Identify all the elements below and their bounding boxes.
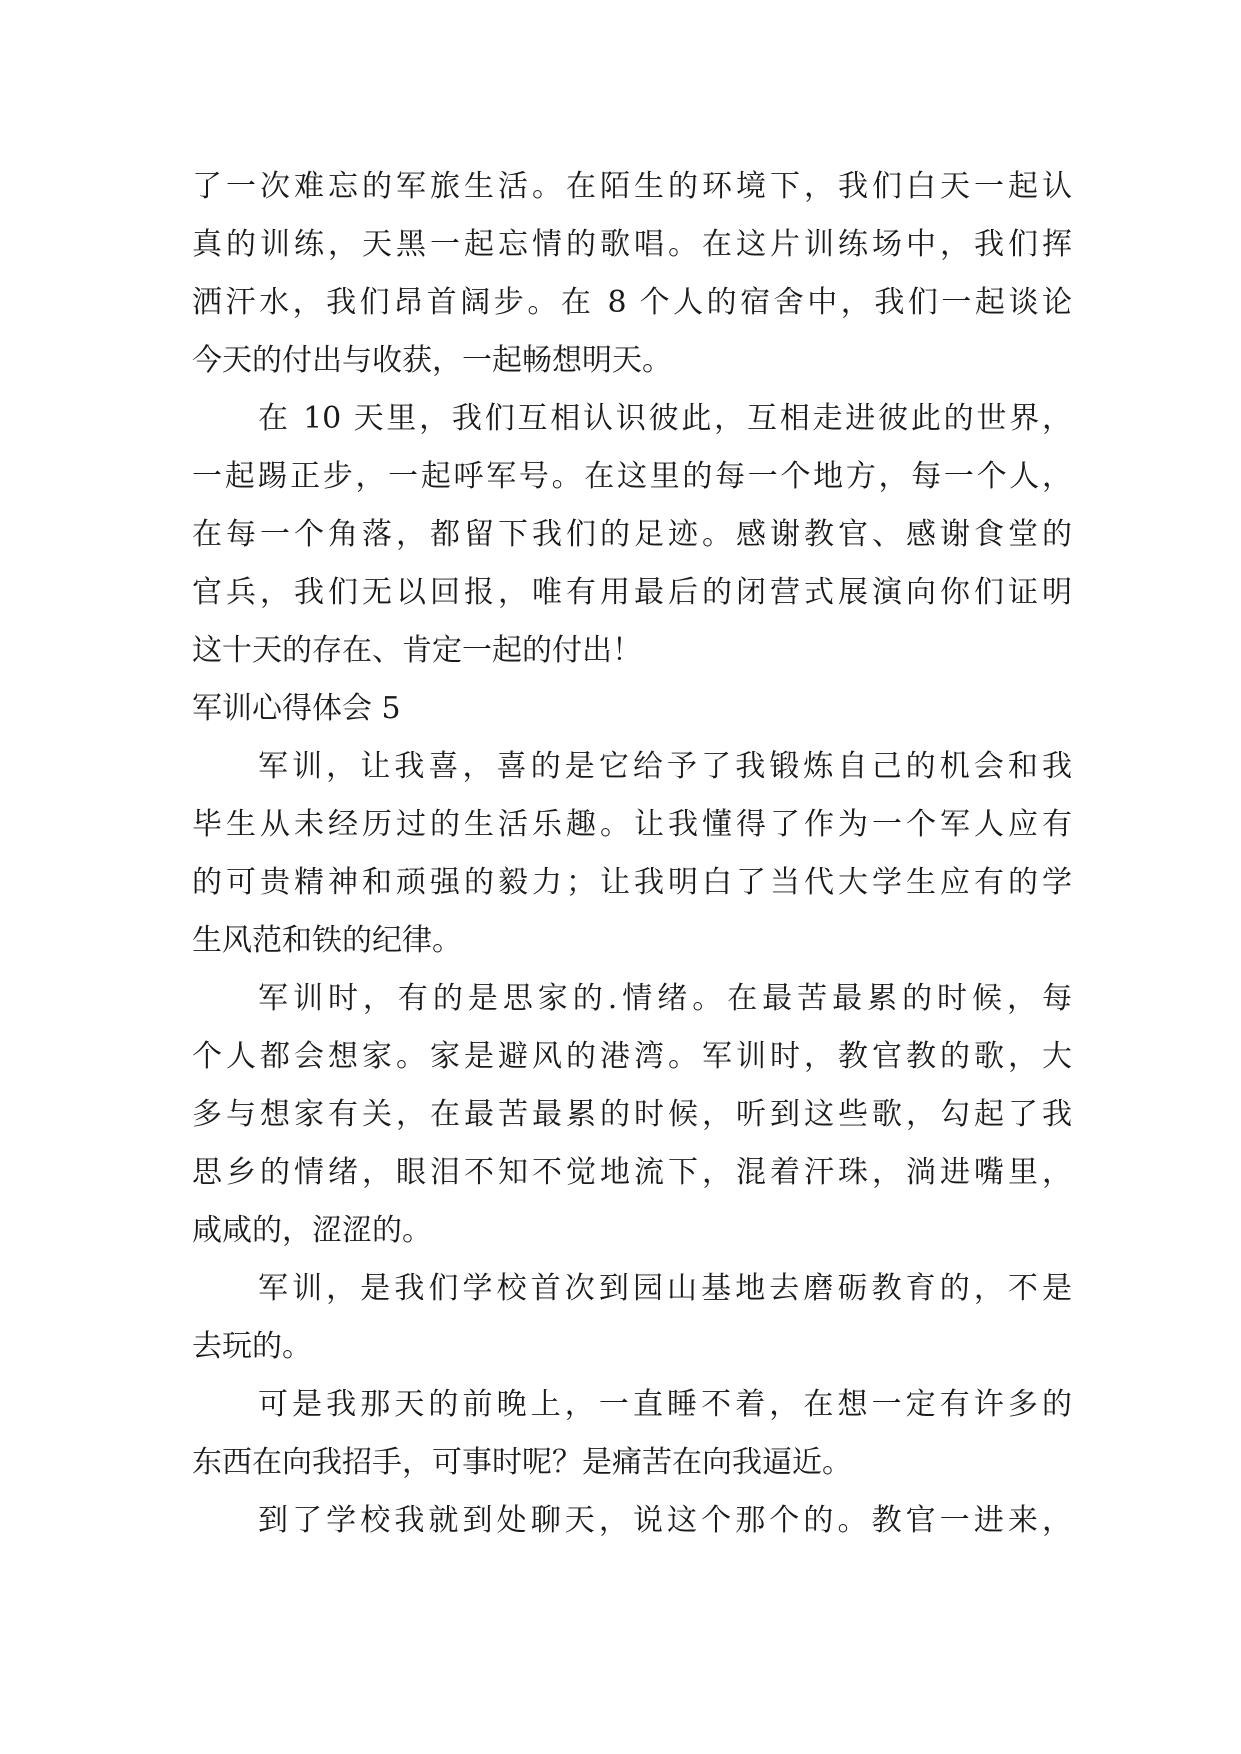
text-line: 到了学校我就到处聊天，说这个那个的。教官一进来， [258,1503,1072,1538]
text-line: 东西在向我招手，可事时呢？是痛苦在向我逼近。 [192,1445,852,1480]
text-line: 洒汗水，我们昂首阔步。在 8 个人的宿舍中，我们一起谈论 [192,285,1072,320]
text-line: 思乡的情绪，眼泪不知不觉地流下，混着汗珠，淌进嘴里， [192,1155,1072,1190]
text-line: 这十天的存在、肯定一起的付出！ [192,633,642,668]
text-line: 可是我那天的前晚上，一直睡不着，在想一定有许多的 [258,1387,1072,1422]
text-line: 一起踢正步，一起呼军号。在这里的每一个地方，每一个人， [192,459,1072,494]
text-line: 官兵，我们无以回报，唯有用最后的闭营式展演向你们证明 [192,575,1072,610]
text-line: 生风范和铁的纪律。 [192,923,462,958]
document-body [192,158,1072,1550]
text-line: 去玩的。 [192,1329,312,1364]
text-line: 真的训练，天黑一起忘情的歌唱。在这片训练场中，我们挥 [192,227,1072,262]
text-line: 军训，让我喜，喜的是它给予了我锻炼自己的机会和我 [258,749,1072,784]
text-line: 在每一个角落，都留下我们的足迹。感谢教官、感谢食堂的 [192,517,1072,552]
text-line: 毕生从未经历过的生活乐趣。让我懂得了作为一个军人应有 [192,807,1072,842]
text-line: 了一次难忘的军旅生活。在陌生的环境下，我们白天一起认 [192,169,1072,204]
section-heading: 军训心得体会 5 [192,691,401,726]
text-line: 个人都会想家。家是避风的港湾。军训时，教官教的歌，大 [192,1039,1072,1074]
text-line: 今天的付出与收获，一起畅想明天。 [192,343,672,378]
text-line: 军训时，有的是思家的.情绪。在最苦最累的时候，每 [258,981,1072,1016]
text-line: 多与想家有关，在最苦最累的时候，听到这些歌，勾起了我 [192,1097,1072,1132]
text-line: 咸咸的，涩涩的。 [192,1213,432,1248]
text-line: 军训，是我们学校首次到园山基地去磨砺教育的，不是 [258,1271,1072,1306]
text-line: 在 10 天里，我们互相认识彼此，互相走进彼此的世界， [258,401,1072,436]
text-line: 的可贵精神和顽强的毅力；让我明白了当代大学生应有的学 [192,865,1072,900]
